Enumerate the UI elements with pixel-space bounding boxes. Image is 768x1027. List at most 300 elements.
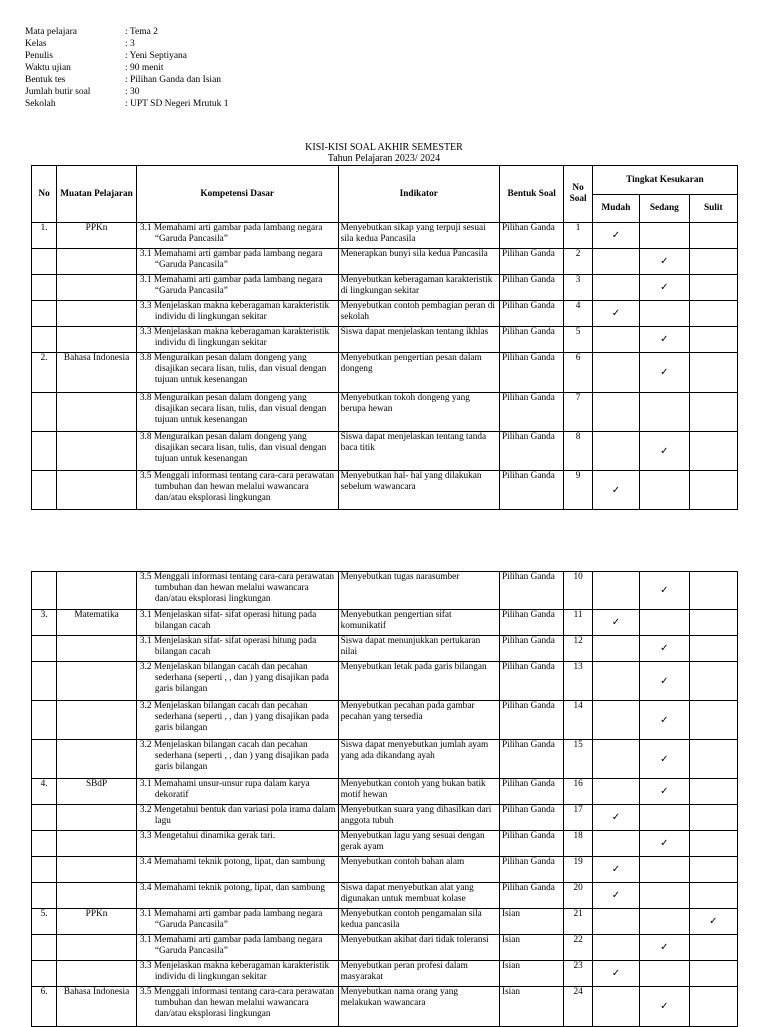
meta-row xyxy=(25,38,229,50)
row-indikator: Menyebutkan letak pada garis bilangan xyxy=(338,662,499,701)
row-no-soal: 24 xyxy=(564,987,592,1027)
row-kompetensi-dasar: 3.2 Menjelaskan bilangan cacah dan pecahan sederhana (seperti , , dan ) yang disajikan pada garis bilangan xyxy=(136,740,338,779)
row-no xyxy=(32,301,57,327)
checkmark-icon: ✓ xyxy=(611,812,621,823)
row-indikator: Menyebutkan contoh bahan alam xyxy=(338,857,499,883)
row-indikator: Menyebutkan peran profesi dalam masyarakat xyxy=(338,961,499,987)
meta-value: : Yeni Septiyana xyxy=(125,51,188,61)
row-sedang-cell xyxy=(640,740,689,779)
row-muatan xyxy=(57,883,137,909)
row-muatan xyxy=(57,857,137,883)
row-bentuk-soal: Isian xyxy=(499,909,564,935)
row-sedang-cell xyxy=(640,961,689,987)
row-no xyxy=(32,935,57,961)
header-no-soal: No Soal xyxy=(564,166,592,223)
row-indikator: Menyebutkan suara yang dihasilkan dari anggota tubuh xyxy=(338,805,499,831)
header-kompetensi-dasar: Kompetensi Dasar xyxy=(136,166,338,223)
row-no: 6. xyxy=(32,987,57,1027)
row-sedang-cell xyxy=(640,610,689,636)
meta-key: Penulis xyxy=(25,51,53,61)
row-no xyxy=(32,572,57,610)
row-indikator: Menyebutkan contoh yang bukan batik motif hewan xyxy=(338,779,499,805)
document-meta xyxy=(25,26,229,110)
row-sulit-cell xyxy=(689,471,737,510)
row-indikator: Menyebutkan hal- hal yang dilakukan sebelum wawancara xyxy=(338,471,499,510)
row-indikator: Siswa dapat menunjukkan pertukaran nilai xyxy=(338,636,499,662)
row-sedang-cell xyxy=(640,857,689,883)
row-sulit-cell xyxy=(689,740,737,779)
row-no xyxy=(32,740,57,779)
row-no-soal: 9 xyxy=(564,471,592,510)
row-bentuk-soal: Pilihan Ganda xyxy=(499,831,564,857)
row-muatan xyxy=(57,327,137,353)
row-indikator: Siswa dapat menyebutkan alat yang digunakan untuk membuat kolase xyxy=(338,883,499,909)
row-indikator: Siswa dapat menjelaskan tentang ikhlas xyxy=(338,327,499,353)
row-mudah-cell xyxy=(592,610,639,636)
row-kompetensi-dasar: 3.2 Mengetahui bentuk dan variasi pola irama dalam lagu xyxy=(136,805,338,831)
row-kompetensi-dasar: 3.4 Memahami teknik potong, lipat, dan sambung xyxy=(136,883,338,909)
row-no xyxy=(32,831,57,857)
row-muatan xyxy=(57,961,137,987)
row-sedang-cell xyxy=(640,662,689,701)
row-sulit-cell xyxy=(689,301,737,327)
header-tingkat-kesukaran: Tingkat Kesukaran xyxy=(592,166,737,195)
row-no-soal: 15 xyxy=(564,740,592,779)
row-sedang-cell xyxy=(640,249,689,275)
row-bentuk-soal: Pilihan Ganda xyxy=(499,636,564,662)
row-sulit-cell xyxy=(689,275,737,301)
row-mudah-cell xyxy=(592,740,639,779)
row-bentuk-soal: Pilihan Ganda xyxy=(499,223,564,249)
checkmark-icon: ✓ xyxy=(611,890,621,901)
row-kompetensi-dasar: 3.1 Memahami arti gambar pada lambang negara “Garuda Pancasila” xyxy=(136,249,338,275)
row-mudah-cell xyxy=(592,223,639,249)
meta-row xyxy=(25,50,229,62)
table-row xyxy=(32,883,738,909)
table-row xyxy=(32,961,738,987)
checkmark-icon: ✓ xyxy=(660,445,669,457)
row-no xyxy=(32,857,57,883)
checkmark-icon: ✓ xyxy=(660,838,669,849)
row-no: 4. xyxy=(32,779,57,805)
row-mudah-cell xyxy=(592,909,639,935)
row-mudah-cell xyxy=(592,471,639,510)
row-muatan xyxy=(57,662,137,701)
row-bentuk-soal: Pilihan Ganda xyxy=(499,275,564,301)
table-row xyxy=(32,636,738,662)
row-kompetensi-dasar: 3.3 Menjelaskan makna keberagaman karakteristik individu di lingkungan sekitar xyxy=(136,327,338,353)
row-mudah-cell xyxy=(592,987,639,1027)
row-kompetensi-dasar: 3.2 Menjelaskan bilangan cacah dan pecahan sederhana (seperti , , dan ) yang disajikan pada garis bilangan xyxy=(136,662,338,701)
row-sulit-cell xyxy=(689,572,737,610)
row-kompetensi-dasar: 3.3 Menjelaskan makna keberagaman karakteristik individu di lingkungan sekitar xyxy=(136,301,338,327)
row-sulit-cell xyxy=(689,779,737,805)
row-kompetensi-dasar: 3.5 Menggali informasi tentang cara-cara perawatan tumbuhan dan hewan melalui wawancara dan/atau eksplorasi lingkungan xyxy=(136,572,338,610)
row-sulit-cell xyxy=(689,831,737,857)
row-sedang-cell xyxy=(640,987,689,1027)
row-bentuk-soal: Pilihan Ganda xyxy=(499,779,564,805)
table-row xyxy=(32,857,738,883)
table-row xyxy=(32,471,738,510)
row-kompetensi-dasar: 3.3 Mengetahui dinamika gerak tari. xyxy=(136,831,338,857)
row-no-soal: 10 xyxy=(564,572,592,610)
row-indikator: Menyebutkan pengertian sifat komunikatif xyxy=(338,610,499,636)
row-no xyxy=(32,471,57,510)
row-muatan xyxy=(57,740,137,779)
title-line-1: KISI-KISI SOAL AKHIR SEMESTER xyxy=(305,142,463,153)
checkmark-icon: ✓ xyxy=(660,585,669,596)
row-muatan xyxy=(57,701,137,740)
row-no-soal: 14 xyxy=(564,701,592,740)
row-indikator: Menyebutkan pecahan pada gambar pecahan yang tersedia xyxy=(338,701,499,740)
row-sedang-cell xyxy=(640,275,689,301)
table-row xyxy=(32,779,738,805)
row-muatan xyxy=(57,636,137,662)
meta-row xyxy=(25,98,229,110)
header-muatan: Muatan Pelajaran xyxy=(57,166,137,223)
row-kompetensi-dasar: 3.2 Menjelaskan bilangan cacah dan pecahan sederhana (seperti , , dan ) yang disajikan pada garis bilangan xyxy=(136,701,338,740)
row-sedang-cell xyxy=(640,393,689,432)
row-kompetensi-dasar: 3.5 Menggali informasi tentang cara-cara perawatan tumbuhan dan hewan melalui wawancara dan/atau eksplorasi lingkungan xyxy=(136,987,338,1027)
row-no-soal: 3 xyxy=(564,275,592,301)
row-no-soal: 1 xyxy=(564,223,592,249)
row-mudah-cell xyxy=(592,662,639,701)
row-sedang-cell xyxy=(640,353,689,393)
meta-value: : 30 xyxy=(125,87,140,97)
row-indikator: Menyebutkan pengertian pesan dalam dongeng xyxy=(338,353,499,393)
row-bentuk-soal: Isian xyxy=(499,935,564,961)
row-bentuk-soal: Pilihan Ganda xyxy=(499,701,564,740)
row-no xyxy=(32,701,57,740)
table-row xyxy=(32,572,738,610)
row-kompetensi-dasar: 3.5 Menggali informasi tentang cara-cara perawatan tumbuhan dan hewan melalui wawancara dan/atau eksplorasi lingkungan xyxy=(136,471,338,510)
row-sedang-cell xyxy=(640,909,689,935)
checkmark-icon: ✓ xyxy=(611,308,621,319)
meta-row xyxy=(25,26,229,38)
meta-key: Waktu ujian xyxy=(25,63,71,73)
row-mudah-cell xyxy=(592,935,639,961)
header-sedang: Sedang xyxy=(640,195,689,223)
row-no xyxy=(32,275,57,301)
table-row xyxy=(32,353,738,393)
checkmark-icon: ✓ xyxy=(611,864,621,875)
row-muatan xyxy=(57,471,137,510)
row-no-soal: 8 xyxy=(564,432,592,471)
row-muatan xyxy=(57,572,137,610)
meta-row xyxy=(25,86,229,98)
meta-value: : UPT SD Negeri Mrutuk 1 xyxy=(125,99,229,109)
row-no: 2. xyxy=(32,353,57,393)
row-no-soal: 22 xyxy=(564,935,592,961)
row-indikator: Menyebutkan nama orang yang melakukan wawancara xyxy=(338,987,499,1027)
row-sulit-cell xyxy=(689,432,737,471)
row-no-soal: 2 xyxy=(564,249,592,275)
row-mudah-cell xyxy=(592,249,639,275)
row-mudah-cell xyxy=(592,831,639,857)
table-row xyxy=(32,327,738,353)
row-mudah-cell xyxy=(592,353,639,393)
kisi-kisi-table-part-1 xyxy=(31,165,738,510)
meta-value: : Tema 2 xyxy=(125,27,158,37)
meta-value: : 90 menit xyxy=(125,63,164,73)
checkmark-icon: ✓ xyxy=(660,1001,669,1012)
row-indikator: Menyebutkan tokoh dongeng yang berupa hewan xyxy=(338,393,499,432)
row-mudah-cell xyxy=(592,432,639,471)
row-no xyxy=(32,883,57,909)
checkmark-icon: ✓ xyxy=(660,753,669,765)
meta-key: Mata pelajara xyxy=(25,27,77,37)
row-no xyxy=(32,327,57,353)
row-no-soal: 20 xyxy=(564,883,592,909)
row-sedang-cell xyxy=(640,432,689,471)
row-sulit-cell xyxy=(689,610,737,636)
row-indikator: Menyebutkan tugas narasumber xyxy=(338,572,499,610)
row-sedang-cell xyxy=(640,883,689,909)
row-kompetensi-dasar: 3.3 Menjelaskan makna keberagaman karakteristik individu di lingkungan sekitar xyxy=(136,961,338,987)
table-row xyxy=(32,249,738,275)
row-muatan xyxy=(57,249,137,275)
row-sedang-cell xyxy=(640,636,689,662)
row-bentuk-soal: Pilihan Ganda xyxy=(499,857,564,883)
row-sulit-cell xyxy=(689,223,737,249)
row-no-soal: 5 xyxy=(564,327,592,353)
header-no: No xyxy=(32,166,57,223)
row-indikator: Menyebutkan akibat dari tidak toleransi xyxy=(338,935,499,961)
checkmark-icon: ✓ xyxy=(611,968,621,979)
row-muatan xyxy=(57,805,137,831)
row-sulit-cell xyxy=(689,662,737,701)
row-no: 3. xyxy=(32,610,57,636)
row-no-soal: 23 xyxy=(564,961,592,987)
table-row xyxy=(32,301,738,327)
row-sulit-cell xyxy=(689,935,737,961)
row-sulit-cell xyxy=(689,857,737,883)
row-bentuk-soal: Pilihan Ganda xyxy=(499,432,564,471)
row-indikator: Menyebutkan sikap yang terpuji sesuai sila kedua Pancasila xyxy=(338,223,499,249)
row-muatan: Bahasa Indonesia xyxy=(57,987,137,1027)
row-mudah-cell xyxy=(592,701,639,740)
row-mudah-cell xyxy=(592,883,639,909)
row-no-soal: 6 xyxy=(564,353,592,393)
table-row xyxy=(32,275,738,301)
table-row xyxy=(32,610,738,636)
checkmark-icon: ✓ xyxy=(660,942,669,953)
row-sulit-cell xyxy=(689,961,737,987)
row-sulit-cell xyxy=(689,883,737,909)
row-no xyxy=(32,249,57,275)
header-indikator: Indikator xyxy=(338,166,499,223)
row-sedang-cell xyxy=(640,805,689,831)
table-row xyxy=(32,223,738,249)
row-mudah-cell xyxy=(592,393,639,432)
row-bentuk-soal: Isian xyxy=(499,987,564,1027)
row-sulit-cell xyxy=(689,327,737,353)
table-row xyxy=(32,935,738,961)
row-sulit-cell xyxy=(689,805,737,831)
title-line-2: Tahun Pelajaran 2023/ 2024 xyxy=(327,153,441,164)
row-bentuk-soal: Isian xyxy=(499,961,564,987)
row-muatan: Bahasa Indonesia xyxy=(57,353,137,393)
row-sedang-cell xyxy=(640,831,689,857)
row-muatan xyxy=(57,831,137,857)
row-mudah-cell xyxy=(592,301,639,327)
row-no-soal: 16 xyxy=(564,779,592,805)
checkmark-icon: ✓ xyxy=(660,367,669,378)
row-no-soal: 21 xyxy=(564,909,592,935)
row-indikator: Menyebutkan lagu yang sesuai dengan gerak ayam xyxy=(338,831,499,857)
table-row xyxy=(32,831,738,857)
row-no-soal: 18 xyxy=(564,831,592,857)
row-mudah-cell xyxy=(592,779,639,805)
row-no xyxy=(32,432,57,471)
row-no-soal: 12 xyxy=(564,636,592,662)
row-bentuk-soal: Pilihan Ganda xyxy=(499,610,564,636)
meta-key: Kelas xyxy=(25,39,47,49)
row-kompetensi-dasar: 3.8 Menguraikan pesan dalam dongeng yang disajikan secara lisan, tulis, dan visual dengan tujuan untuk kesenangan xyxy=(136,353,338,393)
row-bentuk-soal: Pilihan Ganda xyxy=(499,572,564,610)
row-kompetensi-dasar: 3.1 Memahami arti gambar pada lambang negara “Garuda Pancasila” xyxy=(136,909,338,935)
row-sulit-cell xyxy=(689,987,737,1027)
row-no-soal: 7 xyxy=(564,393,592,432)
row-sedang-cell xyxy=(640,223,689,249)
row-kompetensi-dasar: 3.1 Memahami unsur-unsur rupa dalam karya dekoratif xyxy=(136,779,338,805)
row-no xyxy=(32,961,57,987)
table-row xyxy=(32,909,738,935)
row-mudah-cell xyxy=(592,636,639,662)
row-bentuk-soal: Pilihan Ganda xyxy=(499,393,564,432)
row-kompetensi-dasar: 3.1 Menjelaskan sifat- sifat operasi hitung pada bilangan cacah xyxy=(136,610,338,636)
row-muatan xyxy=(57,432,137,471)
row-indikator: Menyebutkan contoh pengamalan sila kedua pancasila xyxy=(338,909,499,935)
row-sulit-cell xyxy=(689,249,737,275)
checkmark-icon: ✓ xyxy=(611,484,621,496)
row-kompetensi-dasar: 3.4 Memahami teknik potong, lipat, dan sambung xyxy=(136,857,338,883)
row-sulit-cell xyxy=(689,701,737,740)
row-indikator: Menyebutkan keberagaman karakteristik di lingkungan sekitar xyxy=(338,275,499,301)
row-sulit-cell xyxy=(689,636,737,662)
row-indikator: Menerapkan bunyi sila kedua Pancasila xyxy=(338,249,499,275)
table-row xyxy=(32,432,738,471)
row-no: 5. xyxy=(32,909,57,935)
header-bentuk-soal: Bentuk Soal xyxy=(499,166,564,223)
row-bentuk-soal: Pilihan Ganda xyxy=(499,353,564,393)
row-muatan: SBdP xyxy=(57,779,137,805)
meta-value: : 3 xyxy=(125,39,135,49)
row-bentuk-soal: Pilihan Ganda xyxy=(499,301,564,327)
row-mudah-cell xyxy=(592,961,639,987)
row-bentuk-soal: Pilihan Ganda xyxy=(499,327,564,353)
document-title xyxy=(0,142,768,164)
row-no-soal: 11 xyxy=(564,610,592,636)
row-indikator: Siswa dapat menyebutkan jumlah ayam yang ada dikandang ayah xyxy=(338,740,499,779)
row-muatan: PPKn xyxy=(57,909,137,935)
meta-row xyxy=(25,62,229,74)
checkmark-icon: ✓ xyxy=(660,675,669,687)
row-muatan xyxy=(57,935,137,961)
meta-key: Sekolah xyxy=(25,99,56,109)
checkmark-icon: ✓ xyxy=(611,617,621,628)
row-no-soal: 19 xyxy=(564,857,592,883)
row-kompetensi-dasar: 3.1 Menjelaskan sifat- sifat operasi hitung pada bilangan cacah xyxy=(136,636,338,662)
row-indikator: Siswa dapat menjelaskan tentang tanda baca titik xyxy=(338,432,499,471)
meta-key: Jumlah butir soal xyxy=(25,87,91,97)
kisi-kisi-table-part-2 xyxy=(31,571,738,1027)
row-muatan: Matematika xyxy=(57,610,137,636)
row-no xyxy=(32,662,57,701)
row-sedang-cell xyxy=(640,572,689,610)
row-mudah-cell xyxy=(592,275,639,301)
row-sedang-cell xyxy=(640,301,689,327)
header-mudah: Mudah xyxy=(592,195,639,223)
row-kompetensi-dasar: 3.8 Menguraikan pesan dalam dongeng yang disajikan secara lisan, tulis, dan visual dengan tujuan untuk kesenangan xyxy=(136,393,338,432)
row-sedang-cell xyxy=(640,779,689,805)
checkmark-icon: ✓ xyxy=(660,256,669,267)
row-muatan xyxy=(57,275,137,301)
row-sedang-cell xyxy=(640,701,689,740)
row-sulit-cell xyxy=(689,909,737,935)
row-no: 1. xyxy=(32,223,57,249)
checkmark-icon: ✓ xyxy=(709,916,718,927)
checkmark-icon: ✓ xyxy=(611,230,621,241)
row-kompetensi-dasar: 3.1 Memahami arti gambar pada lambang negara “Garuda Pancasila” xyxy=(136,935,338,961)
checkmark-icon: ✓ xyxy=(660,334,669,345)
row-muatan: PPKn xyxy=(57,223,137,249)
row-mudah-cell xyxy=(592,805,639,831)
row-sedang-cell xyxy=(640,935,689,961)
meta-row xyxy=(25,74,229,86)
row-sedang-cell xyxy=(640,327,689,353)
row-mudah-cell xyxy=(592,857,639,883)
header-sulit: Sulit xyxy=(689,195,737,223)
row-bentuk-soal: Pilihan Ganda xyxy=(499,883,564,909)
row-bentuk-soal: Pilihan Ganda xyxy=(499,805,564,831)
row-bentuk-soal: Pilihan Ganda xyxy=(499,249,564,275)
row-kompetensi-dasar: 3.1 Memahami arti gambar pada lambang negara “Garuda Pancasila” xyxy=(136,275,338,301)
row-mudah-cell xyxy=(592,572,639,610)
row-no xyxy=(32,393,57,432)
row-no xyxy=(32,805,57,831)
row-indikator: Menyebutkan contoh pembagian peran di sekolah xyxy=(338,301,499,327)
row-no xyxy=(32,636,57,662)
row-bentuk-soal: Pilihan Ganda xyxy=(499,740,564,779)
table-row xyxy=(32,701,738,740)
row-kompetensi-dasar: 3.1 Memahami arti gambar pada lambang negara “Garuda Pancasila” xyxy=(136,223,338,249)
checkmark-icon: ✓ xyxy=(660,786,669,797)
row-bentuk-soal: Pilihan Ganda xyxy=(499,471,564,510)
meta-key: Bentuk tes xyxy=(25,75,66,85)
row-no-soal: 13 xyxy=(564,662,592,701)
row-no-soal: 17 xyxy=(564,805,592,831)
row-kompetensi-dasar: 3.8 Menguraikan pesan dalam dongeng yang disajikan secara lisan, tulis, dan visual dengan tujuan untuk kesenangan xyxy=(136,432,338,471)
table-row xyxy=(32,987,738,1027)
checkmark-icon: ✓ xyxy=(660,714,669,726)
row-muatan xyxy=(57,393,137,432)
row-mudah-cell xyxy=(592,327,639,353)
row-muatan xyxy=(57,301,137,327)
row-no-soal: 4 xyxy=(564,301,592,327)
checkmark-icon: ✓ xyxy=(660,282,669,293)
meta-value: : Pilihan Ganda dan Isian xyxy=(125,75,222,85)
table-row xyxy=(32,662,738,701)
checkmark-icon: ✓ xyxy=(660,643,669,654)
row-sedang-cell xyxy=(640,471,689,510)
table-row xyxy=(32,805,738,831)
row-sulit-cell xyxy=(689,393,737,432)
table-row xyxy=(32,740,738,779)
row-sulit-cell xyxy=(689,353,737,393)
table-row xyxy=(32,393,738,432)
row-bentuk-soal: Pilihan Ganda xyxy=(499,662,564,701)
